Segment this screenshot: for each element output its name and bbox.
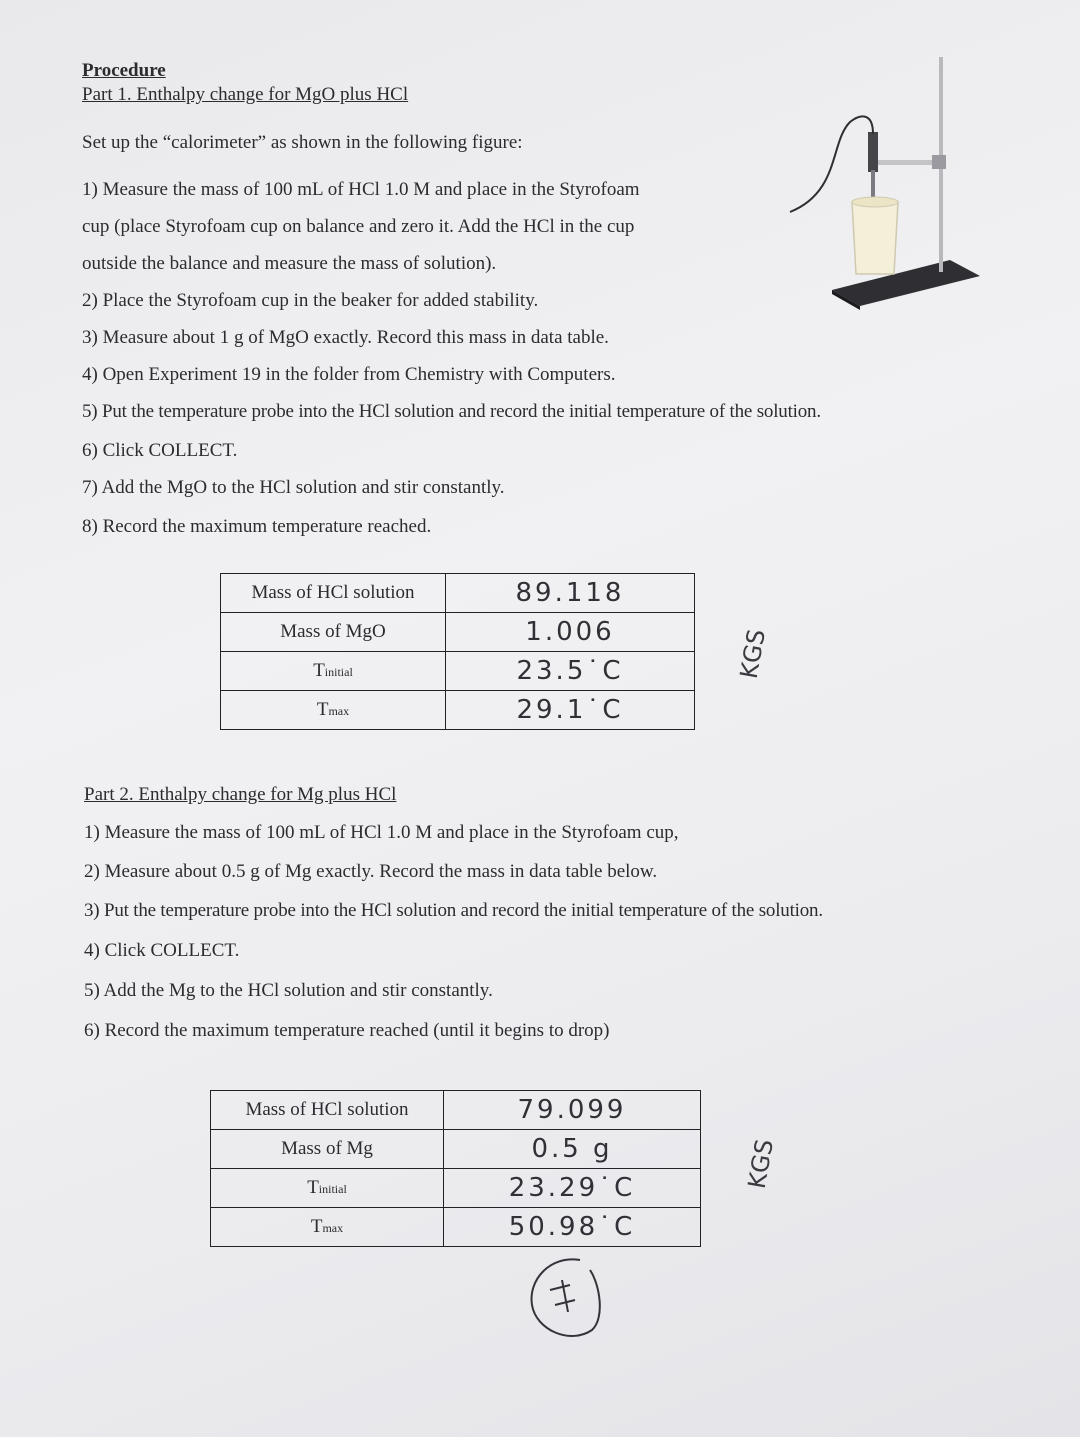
part1-step-1b: cup (place Styrofoam cup on balance and zero it. Add the HCl in the cup (82, 216, 635, 237)
part1-step-4: 4) Open Experiment 19 in the folder from Chemistry with Computers. (82, 364, 616, 385)
part2-step-6: 6) Record the maximum temperature reached (until it begins to drop) (84, 1020, 610, 1041)
part2-step-3: 3) Put the temperature probe into the HCl solution and record the initial temperature of the solution. (84, 900, 823, 921)
part1-step-3: 3) Measure about 1 g of MgO exactly. Record this mass in data table. (82, 327, 609, 348)
row-label: Tmax (211, 1208, 444, 1247)
part1-step-8: 8) Record the maximum temperature reached. (82, 516, 432, 537)
row-value (444, 1130, 701, 1169)
row-label: Tinitial (211, 1169, 444, 1208)
row-value (446, 652, 695, 691)
circled-scribble-mark (520, 1250, 610, 1350)
part1-data-table (220, 573, 695, 730)
part1-step-1a: 1) Measure the mass of 100 mL of HCl 1.0 M and place in the Styrofoam (82, 179, 640, 200)
part2-title: Part 2. Enthalpy change for Mg plus HCl (84, 784, 397, 805)
row-value (444, 1208, 701, 1247)
row-value (446, 691, 695, 730)
table-row (221, 574, 695, 613)
row-label: Mass of HCl solution (221, 574, 446, 613)
row-label: Mass of MgO (221, 613, 446, 652)
handwritten-value: 89.118 (515, 578, 625, 608)
row-value (444, 1091, 701, 1130)
table-row (221, 691, 695, 730)
part2-step-1: 1) Measure the mass of 100 mL of HCl 1.0 M and place in the Styrofoam cup, (84, 822, 679, 843)
handwritten-value: 50.98˙C (508, 1212, 636, 1242)
handwritten-value: 23.5˙C (516, 656, 624, 686)
row-label: Mass of HCl solution (211, 1091, 444, 1130)
part1-step-5: 5) Put the temperature probe into the HCl solution and record the initial temperature of the solution. (82, 401, 821, 422)
table-row (221, 652, 695, 691)
table-row (211, 1169, 701, 1208)
row-value (446, 613, 695, 652)
row-label: Tmax (221, 691, 446, 730)
part2-initials: KGS (742, 1137, 779, 1191)
table-row (221, 613, 695, 652)
part2-step-2: 2) Measure about 0.5 g of Mg exactly. Record the mass in data table below. (84, 861, 658, 882)
calorimeter-figure (780, 52, 980, 312)
part1-step-6: 6) Click COLLECT. (82, 440, 238, 461)
part2-step-5: 5) Add the Mg to the HCl solution and stir constantly. (84, 980, 493, 1001)
part2-data-table (210, 1090, 701, 1247)
table-row (211, 1208, 701, 1247)
table-row (211, 1091, 701, 1130)
part1-initials: KGS (734, 627, 771, 681)
row-label: Mass of Mg (211, 1130, 444, 1169)
part2-step-4: 4) Click COLLECT. (84, 940, 240, 961)
part1-step-1c: outside the balance and measure the mass of solution). (82, 253, 497, 274)
procedure-heading: Procedure (82, 60, 166, 81)
part1-title: Part 1. Enthalpy change for MgO plus HCl (82, 84, 409, 105)
handwritten-value: 29.1˙C (516, 695, 624, 725)
part1-intro: Set up the “calorimeter” as shown in the following figure: (82, 132, 523, 153)
row-value (444, 1169, 701, 1208)
row-label: Tinitial (221, 652, 446, 691)
part1-step-7: 7) Add the MgO to the HCl solution and stir constantly. (82, 477, 505, 498)
handwritten-value: 0.5 g (531, 1134, 613, 1164)
row-value (446, 574, 695, 613)
handwritten-value: 1.006 (525, 617, 615, 647)
table-row (211, 1130, 701, 1169)
handwritten-value: 79.099 (517, 1095, 627, 1125)
handwritten-value: 23.29˙C (508, 1173, 636, 1203)
part1-step-2: 2) Place the Styrofoam cup in the beaker for added stability. (82, 290, 539, 311)
